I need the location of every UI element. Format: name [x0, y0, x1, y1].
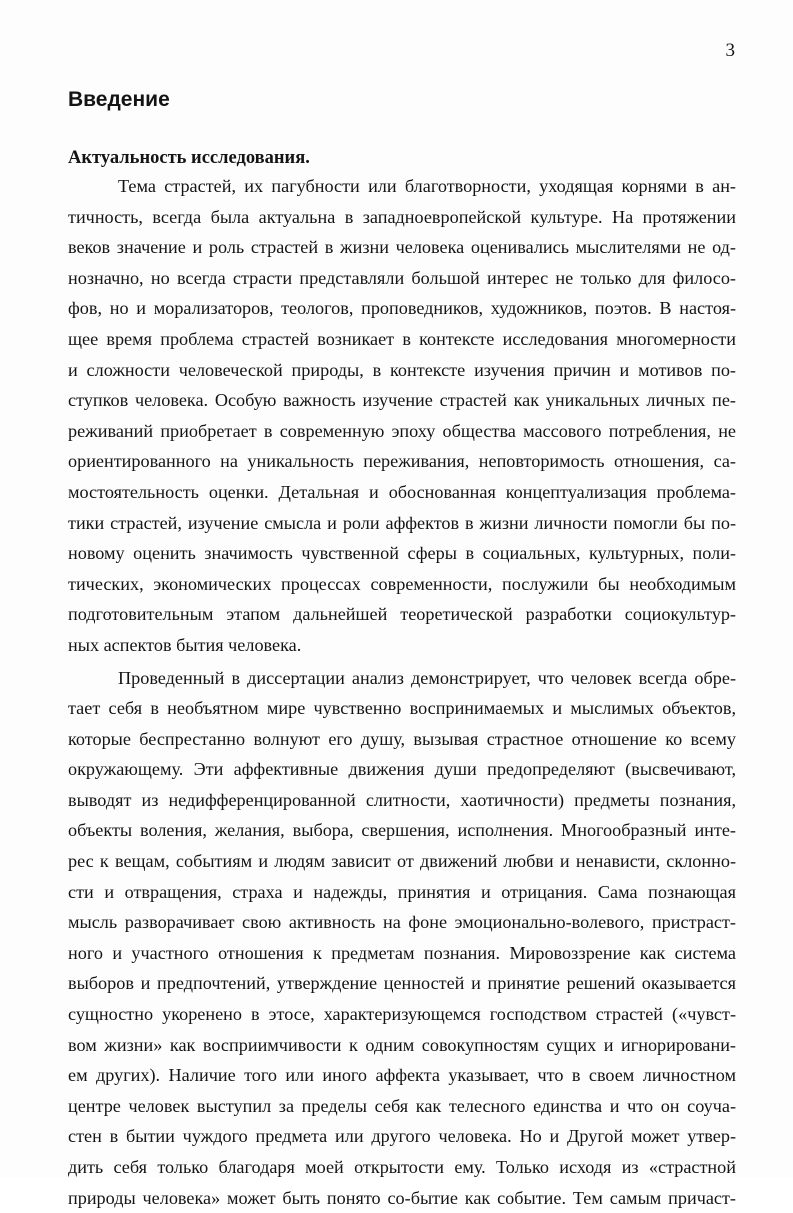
- text-line: веков значение и роль страстей в жизни человека оценивались мыслителями не од-: [68, 232, 736, 263]
- text-line: рес к вещам, событиям и людям зависит от движений любви и ненависти, склонно-: [68, 846, 736, 877]
- text-line: Тема страстей, их пагубности или благотворности, уходящая корнями в ан-: [68, 171, 736, 202]
- text-line: нозначно, но всегда страсти представляли большой интерес не только для филосо-: [68, 263, 736, 294]
- text-line: реживаний приобретает в современную эпоху общества массового потребления, не: [68, 416, 736, 447]
- text-line: сущностно укоренено в этосе, характеризующемся господством страстей («чувст-: [68, 999, 736, 1030]
- text-line: тичность, всегда была актуальна в западноевропейской культуре. На протяжении: [68, 202, 736, 233]
- text-line: дить себя только благодаря моей открытости ему. Только исходя из «страстной: [68, 1152, 736, 1183]
- text-line: окружающему. Эти аффективные движения души предопределяют (высвечивают,: [68, 754, 736, 785]
- text-line: тает себя в необъятном мире чувственно воспринимаемых и мыслимых объектов,: [68, 693, 736, 724]
- text-line: выборов и предпочтений, утверждение ценностей и принятие решений оказывается: [68, 968, 736, 999]
- text-line: Проведенный в диссертации анализ демонстрирует, что человек всегда обре-: [68, 663, 736, 694]
- text-line: вом жизни» как восприимчивости к одним совокупностям сущих и игнорировани-: [68, 1030, 736, 1061]
- text-line: мостоятельность оценки. Детальная и обоснованная концептуализация проблема-: [68, 477, 736, 508]
- text-line: ориентированного на уникальность переживания, неповторимость отношения, са-: [68, 446, 736, 477]
- text-line: ных аспектов бытия человека.: [68, 630, 736, 661]
- text-line: подготовительным этапом дальнейшей теоретической разработки социокультур-: [68, 599, 736, 630]
- paragraph: [68, 663, 736, 1213]
- chapter-title: Введение: [68, 86, 170, 114]
- text-line: стен в бытии чуждого предмета или другого человека. Но и Другой может утвер-: [68, 1121, 736, 1152]
- text-line: щее время проблема страстей возникает в контексте исследования многомерности: [68, 324, 736, 355]
- paragraph: [68, 171, 736, 661]
- text-line: выводят из недифференцированной слитности, хаотичности) предметы познания,: [68, 785, 736, 816]
- text-line: мысль разворачивает свою активность на фоне эмоционально-волевого, пристраст-: [68, 907, 736, 938]
- page-number: 3: [726, 40, 736, 62]
- text-line: сти и отвращения, страха и надежды, принятия и отрицания. Сама познающая: [68, 877, 736, 908]
- text-line: центре человек выступил за пределы себя как телесного единства и что он соуча-: [68, 1091, 736, 1122]
- text-line: которые беспрестанно волнуют его душу, вызывая страстное отношение ко всему: [68, 724, 736, 755]
- text-line: природы человека» может быть понято со-бытие как событие. Тем самым причаст-: [68, 1183, 736, 1213]
- text-line: тических, экономических процессах современности, послужили бы необходимым: [68, 569, 736, 600]
- body-text: [68, 171, 736, 1213]
- section-heading: Актуальность исследования.: [68, 146, 310, 170]
- text-line: новому оценить значимость чувственной сферы в социальных, культурных, поли-: [68, 538, 736, 569]
- text-line: ступков человека. Особую важность изучение страстей как уникальных личных пе-: [68, 385, 736, 416]
- text-line: объекты воления, желания, выбора, свершения, исполнения. Многообразный инте-: [68, 815, 736, 846]
- text-line: ем других). Наличие того или иного аффекта указывает, что в своем личностном: [68, 1060, 736, 1091]
- text-line: и сложности человеческой природы, в контексте изучения причин и мотивов по-: [68, 355, 736, 386]
- text-line: тики страстей, изучение смысла и роли аффектов в жизни личности помогли бы по-: [68, 508, 736, 539]
- text-line: ного и участного отношения к предметам познания. Мировоззрение как система: [68, 938, 736, 969]
- text-line: фов, но и морализаторов, теологов, проповедников, художников, поэтов. В настоя-: [68, 293, 736, 324]
